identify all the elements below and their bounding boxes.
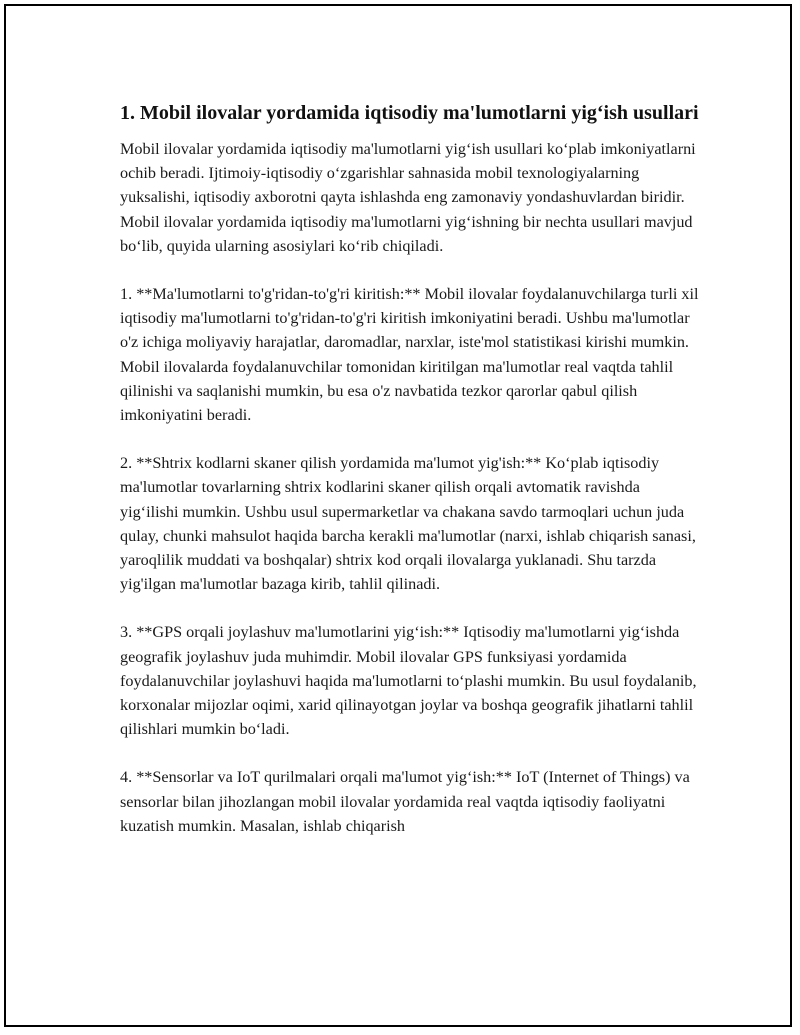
intro-paragraph: Mobil ilovalar yordamida iqtisodiy ma'lumotlarni yig‘ish usullari ko‘plab imkoniyatlarni ochib beradi. Ijtimoiy-iqtisodiy o‘zgarishlar sahnasida mobil texnologiyalarning yuksalishi, iqtisodiy axborotni qayta ishlashda eng zamonaviy yondashuvlardan biridir. Mobil ilovalar yordamida iqtisodiy ma'lumotlarni yig‘ishning bir nechta usullari mavjud bo‘lib, quyida ularning asosiylari ko‘rib chiqiladi. bbox=[120, 140, 696, 255]
paragraph-gps-location: 3. **GPS orqali joylashuv ma'lumotlarini yig‘ish:** Iqtisodiy ma'lumotlarni yig‘ishda geografik joylashuv juda muhimdir. Mobil ilovalar GPS funksiyasi yordamida foydalanuvchilar joylashuvi haqida ma'lumotlarni to‘plashi mumkin. Bu usul foydalanib, korxonalar mijozlar oqimi, xarid qilinayotgan joylar va boshqa geografik jihatlarni tahlil qilishlari mumkin bo‘ladi. bbox=[120, 623, 697, 739]
paragraph-direct-entry: 1. **Ma'lumotlarni to'g'ridan-to'g'ri kiritish:** Mobil ilovalar foydalanuvchilarga turli xil iqtisodiy ma'lumotlarni to'g'ridan-to'g'ri kiritish imkoniyatini beradi. Ushbu ma'lumotlar o'z ichiga moliyaviy harajatlar, daromadlar, narxlar, iste'mol statistikasi kirishi mumkin. Mobil ilovalarda foydalanuvchilar tomonidan kiritilgan ma'lumotlar real vaqtda tahlil qilinishi va saqlanishi mumkin, bu esa o'z navbatida tezkor qarorlar qabul qilish imkoniyatini beradi. bbox=[120, 285, 699, 425]
paragraph-sensors-iot: 4. **Sensorlar va IoT qurilmalari orqali ma'lumot yig‘ish:** IoT (Internet of Things) va sensorlar bilan jihozlangan mobil ilovalar yordamida real vaqtda iqtisodiy faoliyatni kuzatish mumkin. Masalan, ishlab chiqarish bbox=[120, 768, 690, 835]
document-body bbox=[120, 99, 700, 862]
paragraph-barcode-scanning: 2. **Shtrix kodlarni skaner qilish yordamida ma'lumot yig'ish:** Ko‘plab iqtisodiy ma'lumotlar tovarlarning shtrix kodlarini skaner qilish orqali avtomatik ravishda yig‘ilishi mumkin. Ushbu usul supermarketlar va chakana savdo tarmoqlari uchun juda qulay, chunki mahsulot haqida barcha kerakli ma'lumotlar (narxi, ishlab chiqarish sanasi, yaroqlilik muddati va boshqalar) shtrix kod orqali ilovalarga yuklanadi. Shu tarzda yig'ilgan ma'lumotlar bazaga kirib, tahlil qilinadi. bbox=[120, 454, 696, 594]
section-heading: 1. Mobil ilovalar yordamida iqtisodiy ma'lumotlarni yig‘ish usullari bbox=[120, 102, 699, 124]
document-page bbox=[4, 4, 792, 1027]
